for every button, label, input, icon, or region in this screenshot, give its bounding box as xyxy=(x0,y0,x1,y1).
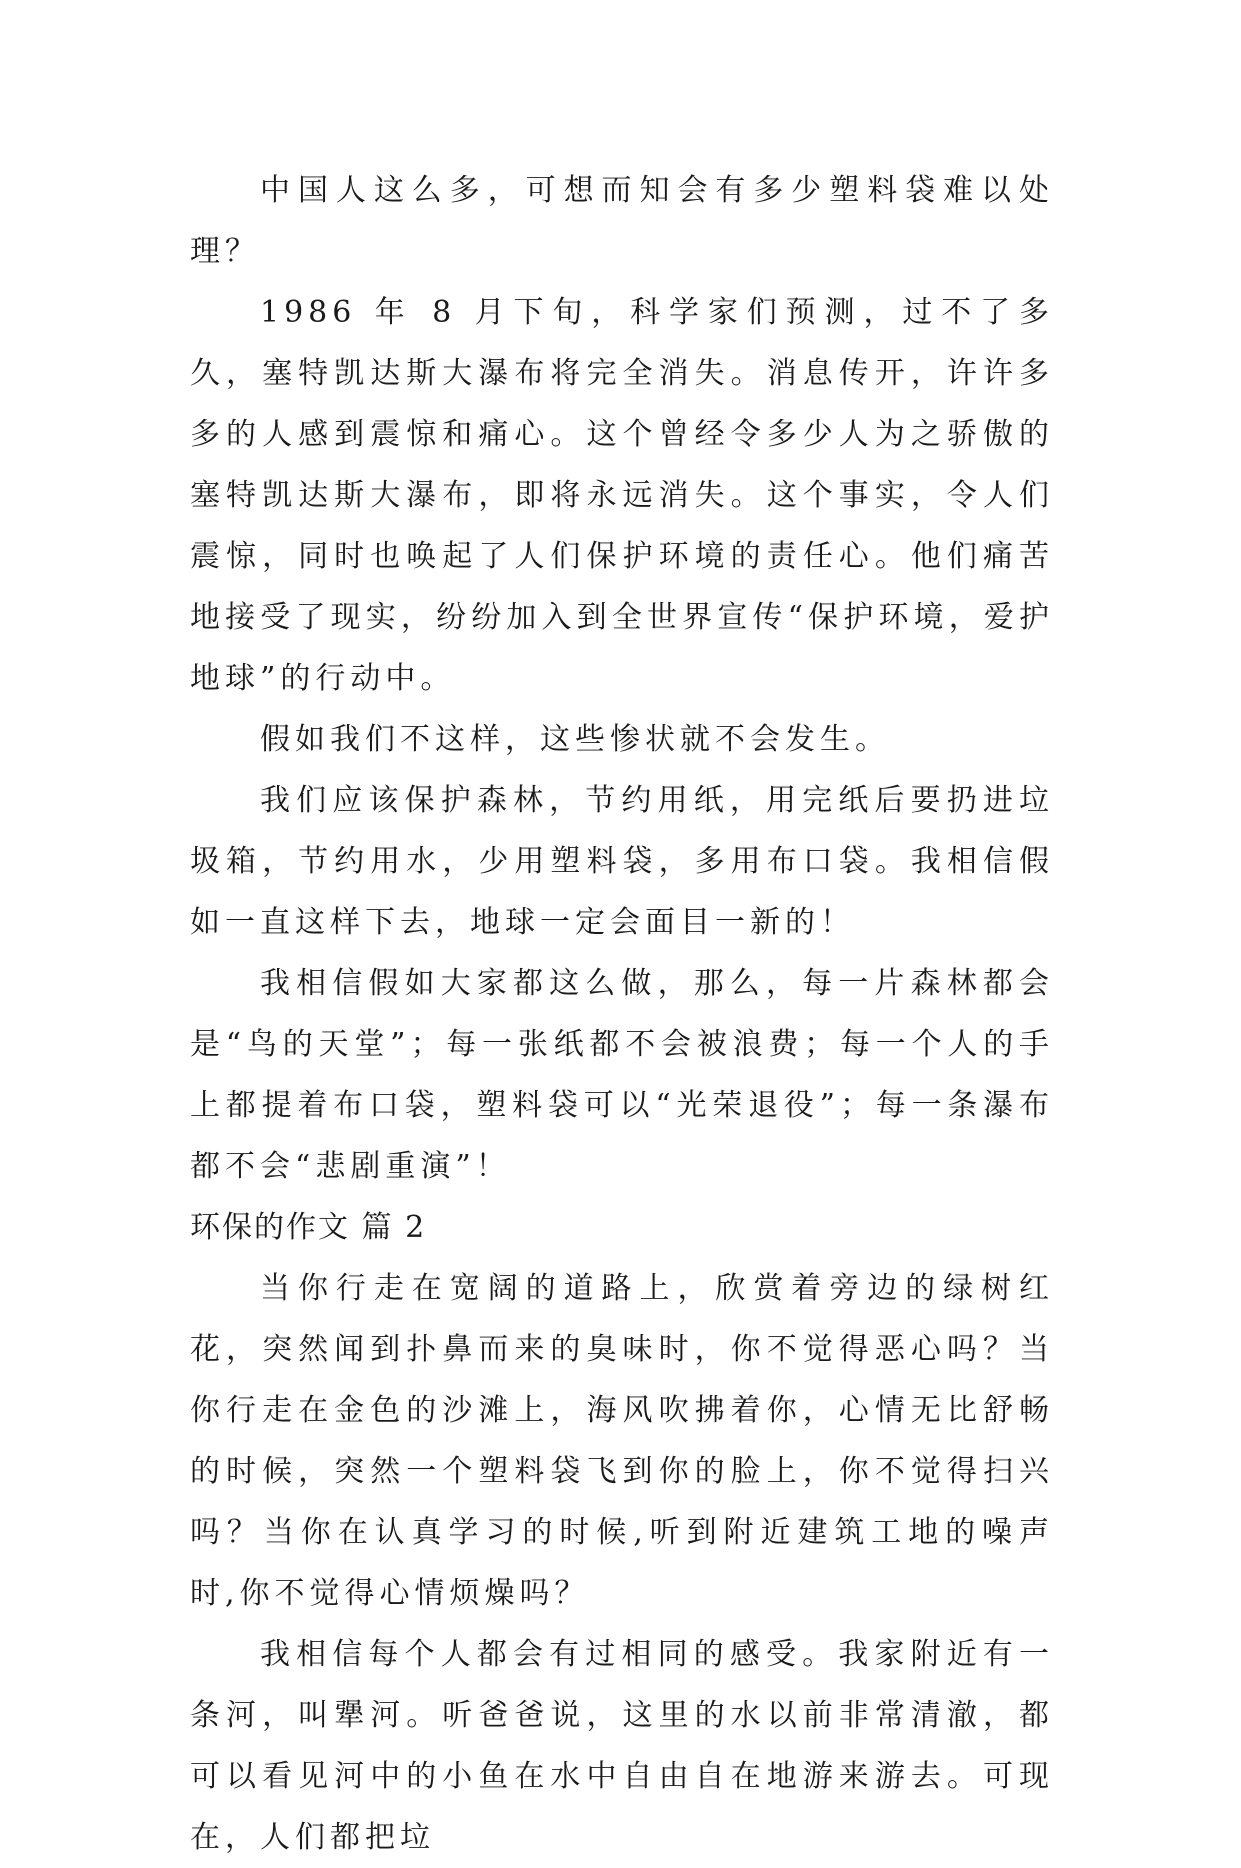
paragraph: 假如我们不这样，这些惨状就不会发生。 xyxy=(260,722,890,757)
paragraph: 1986 年 8 月下旬，科学家们预测，过不了多久，塞特凯达斯大瀑布将完全消失。消息传开，许许多多的人感到震惊和痛心。这个曾经令多少人为之骄傲的塞特凯达斯大瀑布，即将永远消失。这个事实，令人们震惊，同时也唤起了人们保护环境的责任心。他们痛苦地接受了现实，纷纷加入到全世界宣传“保护环境，爱护地球”的行动中。 xyxy=(190,295,1054,696)
section-heading: 环保的作文 篇 2 xyxy=(190,1210,427,1245)
paragraph: 中国人这么多，可想而知会有多少塑料袋难以处理？ xyxy=(190,173,1054,269)
paragraph: 我相信假如大家都这么做，那么，每一片森林都会是“鸟的天堂”；每一张纸都不会被浪费；每一个人的手上都提着布口袋，塑料袋可以“光荣退役”；每一条瀑布都不会“悲剧重演”！ xyxy=(190,966,1054,1184)
paragraph: 我相信每个人都会有过相同的感受。我家附近有一条河，叫犟河。听爸爸说，这里的水以前非常清澈，都可以看见河中的小鱼在水中自由自在地游来游去。可现在，人们都把垃 xyxy=(190,1637,1054,1855)
document-body xyxy=(190,160,1054,1868)
paragraph: 我们应该保护森林，节约用纸，用完纸后要扔进垃圾箱，节约用水，少用塑料袋，多用布口袋。我相信假如一直这样下去，地球一定会面目一新的！ xyxy=(190,783,1054,940)
paragraph: 当你行走在宽阔的道路上，欣赏着旁边的绿树红花，突然闻到扑鼻而来的臭味时，你不觉得恶心吗？当你行走在金色的沙滩上，海风吹拂着你，心情无比舒畅的时候，突然一个塑料袋飞到你的脸上，你不觉得扫兴吗？当你在认真学习的时候,听到附近建筑工地的噪声时,你不觉得心情烦燥吗？ xyxy=(190,1271,1054,1611)
